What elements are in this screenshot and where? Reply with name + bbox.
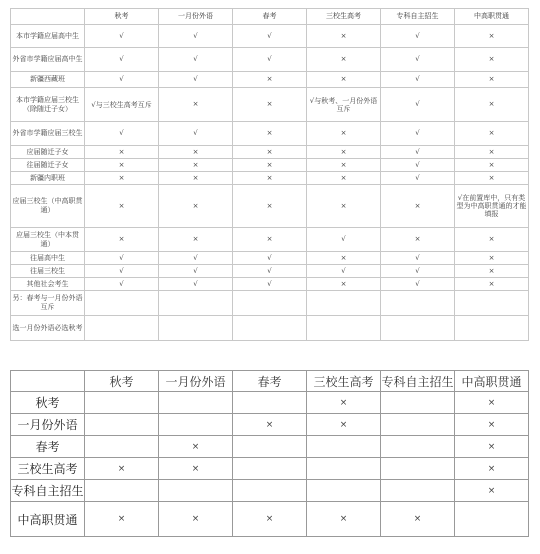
table-cell: ×: [455, 72, 529, 88]
column-header: 专科自主招生: [381, 9, 455, 25]
table-row: [11, 122, 529, 146]
table-cell: √: [307, 228, 381, 252]
table-cell: [381, 458, 455, 480]
table-cell: ×: [307, 278, 381, 291]
table-cell: [85, 436, 159, 458]
row-header: 新疆西藏班: [11, 72, 85, 88]
table-cell: ×: [233, 88, 307, 122]
table-row: [11, 252, 529, 265]
table-cell: √: [159, 25, 233, 48]
table-cell: [85, 291, 159, 316]
table-cell: ×: [455, 278, 529, 291]
row-header: 中高职贯通: [11, 502, 85, 537]
table-cell: ×: [307, 392, 381, 414]
table-cell: ×: [85, 172, 159, 185]
table-cell: [455, 291, 529, 316]
corner-cell: [11, 371, 85, 392]
table-cell: [233, 436, 307, 458]
table-cell: [85, 316, 159, 341]
exclusivity-matrix-table: [10, 370, 529, 537]
table-cell: [307, 480, 381, 502]
table-cell: √: [381, 48, 455, 72]
table-cell: √: [233, 278, 307, 291]
table-row: [11, 436, 529, 458]
table-row: [11, 392, 529, 414]
table-cell: ×: [455, 146, 529, 159]
table-row: [11, 458, 529, 480]
corner-cell: [11, 9, 85, 25]
eligibility-table: [10, 8, 529, 341]
table-cell: ×: [233, 172, 307, 185]
table-cell: ×: [233, 414, 307, 436]
table-cell: [307, 436, 381, 458]
table-cell: ×: [159, 436, 233, 458]
table-cell: ×: [381, 502, 455, 537]
row-header: 选一月份外语必选秋考: [11, 316, 85, 341]
table-cell: ×: [307, 122, 381, 146]
row-header: 往届高中生: [11, 252, 85, 265]
table-row: [11, 146, 529, 159]
row-header: 应届三校生（中高职贯通）: [11, 185, 85, 228]
table-cell: [455, 316, 529, 341]
table-cell: √: [159, 252, 233, 265]
table-cell: [381, 436, 455, 458]
row-header: 三校生高考: [11, 458, 85, 480]
row-header: 本市学籍应届高中生: [11, 25, 85, 48]
table-cell: [381, 480, 455, 502]
table-row: [11, 480, 529, 502]
table-cell: √: [85, 72, 159, 88]
table-cell: ×: [233, 502, 307, 537]
table-cell: ×: [85, 146, 159, 159]
table-cell: [381, 291, 455, 316]
row-header: 春考: [11, 436, 85, 458]
table-cell: [159, 414, 233, 436]
table-row: [11, 228, 529, 252]
table-cell: √与秋考、一月份外语互斥: [307, 88, 381, 122]
column-header: 三校生高考: [307, 9, 381, 25]
table-row: [11, 278, 529, 291]
column-header: 春考: [233, 371, 307, 392]
row-header: 另：春考与一月份外语互斥: [11, 291, 85, 316]
table-cell: ×: [233, 185, 307, 228]
table-cell: ×: [159, 159, 233, 172]
table-cell: [233, 480, 307, 502]
table-row: [11, 414, 529, 436]
row-header: 专科自主招生: [11, 480, 85, 502]
table-row: [11, 291, 529, 316]
table-cell: ×: [455, 480, 529, 502]
table-cell: √: [381, 122, 455, 146]
table-cell: ×: [159, 185, 233, 228]
table-cell: [85, 480, 159, 502]
table-cell: √: [381, 72, 455, 88]
table-cell: ×: [455, 122, 529, 146]
column-header: 中高职贯通: [455, 371, 529, 392]
table-cell: ×: [455, 436, 529, 458]
table-cell: ×: [307, 72, 381, 88]
table-cell: √: [159, 265, 233, 278]
table-cell: ×: [307, 414, 381, 436]
table-cell: ×: [455, 392, 529, 414]
table-cell: √与三校生高考互斥: [85, 88, 159, 122]
table-cell: ×: [85, 159, 159, 172]
table-cell: √: [85, 252, 159, 265]
row-header: 应届三校生（中本贯通）: [11, 228, 85, 252]
table-row: [11, 159, 529, 172]
table-cell: √: [381, 159, 455, 172]
table-cell: ×: [85, 185, 159, 228]
table-row: [11, 185, 529, 228]
table-cell: ×: [233, 122, 307, 146]
row-header: 一月份外语: [11, 414, 85, 436]
table-cell: ×: [455, 159, 529, 172]
column-header: 一月份外语: [159, 9, 233, 25]
table-cell: √: [307, 265, 381, 278]
table-cell: [85, 392, 159, 414]
table-cell: ×: [159, 172, 233, 185]
table-cell: ×: [381, 185, 455, 228]
table-cell: ×: [455, 88, 529, 122]
table-cell: √: [381, 172, 455, 185]
table-cell: ×: [307, 172, 381, 185]
table-cell: ×: [307, 146, 381, 159]
table-row: [11, 502, 529, 537]
table-cell: ×: [233, 72, 307, 88]
row-header: 外省市学籍应届三校生: [11, 122, 85, 146]
table-cell: ×: [455, 228, 529, 252]
table-cell: ×: [159, 458, 233, 480]
table-cell: [159, 291, 233, 316]
table-cell: √: [381, 25, 455, 48]
table-cell: [307, 458, 381, 480]
table-header-row: [11, 9, 529, 25]
table-row: [11, 72, 529, 88]
table-cell: √: [159, 72, 233, 88]
table-cell: ×: [159, 502, 233, 537]
table-cell: [85, 414, 159, 436]
table-cell: √: [381, 88, 455, 122]
table-cell: √: [381, 146, 455, 159]
table-cell: √: [85, 122, 159, 146]
column-header: 一月份外语: [159, 371, 233, 392]
table-cell: ×: [455, 48, 529, 72]
table-cell: [381, 414, 455, 436]
row-header: 秋考: [11, 392, 85, 414]
table-cell: ×: [159, 146, 233, 159]
table-cell: ×: [159, 88, 233, 122]
table-cell: [381, 316, 455, 341]
table-row: [11, 265, 529, 278]
column-header: 春考: [233, 9, 307, 25]
table-cell: ×: [307, 159, 381, 172]
table-cell: ×: [159, 228, 233, 252]
table-cell: √: [381, 278, 455, 291]
column-header: 中高职贯通: [455, 9, 529, 25]
table-cell: ×: [85, 228, 159, 252]
table-cell: ×: [455, 25, 529, 48]
table-header-row: [11, 371, 529, 392]
table-row: [11, 172, 529, 185]
table-cell: [233, 316, 307, 341]
table-cell: √: [85, 278, 159, 291]
table-cell: √: [233, 25, 307, 48]
table-cell: ×: [307, 185, 381, 228]
table-cell: √: [159, 122, 233, 146]
table-row: [11, 316, 529, 341]
table-cell: ×: [233, 159, 307, 172]
table-cell: [455, 502, 529, 537]
table-cell: [381, 392, 455, 414]
table-cell: ×: [455, 265, 529, 278]
table-cell: ×: [455, 172, 529, 185]
table-cell: [159, 480, 233, 502]
row-header: 新疆内职班: [11, 172, 85, 185]
row-header: 往届三校生: [11, 265, 85, 278]
row-header: 应届随迁子女: [11, 146, 85, 159]
table-row: [11, 48, 529, 72]
table-cell: √: [85, 48, 159, 72]
table-cell: ×: [85, 458, 159, 480]
table-cell: ×: [455, 414, 529, 436]
row-header: 其他社会考生: [11, 278, 85, 291]
table-cell: [159, 316, 233, 341]
table-cell: √: [85, 265, 159, 278]
column-header: 三校生高考: [307, 371, 381, 392]
column-header: 秋考: [85, 371, 159, 392]
table-cell: ×: [307, 502, 381, 537]
row-header: 往届随迁子女: [11, 159, 85, 172]
table-cell: ×: [307, 252, 381, 265]
table-cell: √: [85, 25, 159, 48]
table-cell: [307, 291, 381, 316]
table-cell: ×: [307, 48, 381, 72]
table-cell: √: [381, 252, 455, 265]
table-cell: √: [159, 48, 233, 72]
column-header: 秋考: [85, 9, 159, 25]
table-cell: ×: [381, 228, 455, 252]
table-cell: ×: [233, 228, 307, 252]
table-cell: [233, 458, 307, 480]
table-row: [11, 88, 529, 122]
table-row: [11, 25, 529, 48]
table-cell: ×: [455, 252, 529, 265]
table-cell: ×: [307, 25, 381, 48]
row-header: 本市学籍应届三校生（除随迁子女）: [11, 88, 85, 122]
table-cell: √: [159, 278, 233, 291]
table-cell: [233, 392, 307, 414]
table-cell: [233, 291, 307, 316]
table-cell: √: [233, 48, 307, 72]
row-header: 外省市学籍应届高中生: [11, 48, 85, 72]
table-cell: [307, 316, 381, 341]
table-cell: [159, 392, 233, 414]
table-cell: ×: [233, 146, 307, 159]
table-cell: √: [233, 265, 307, 278]
table-cell: √: [381, 265, 455, 278]
table-cell: ×: [455, 458, 529, 480]
table-cell: √在前置库中，只有类型为中高职贯通的才能填报: [455, 185, 529, 228]
table-cell: √: [233, 252, 307, 265]
column-header: 专科自主招生: [381, 371, 455, 392]
table-cell: ×: [85, 502, 159, 537]
